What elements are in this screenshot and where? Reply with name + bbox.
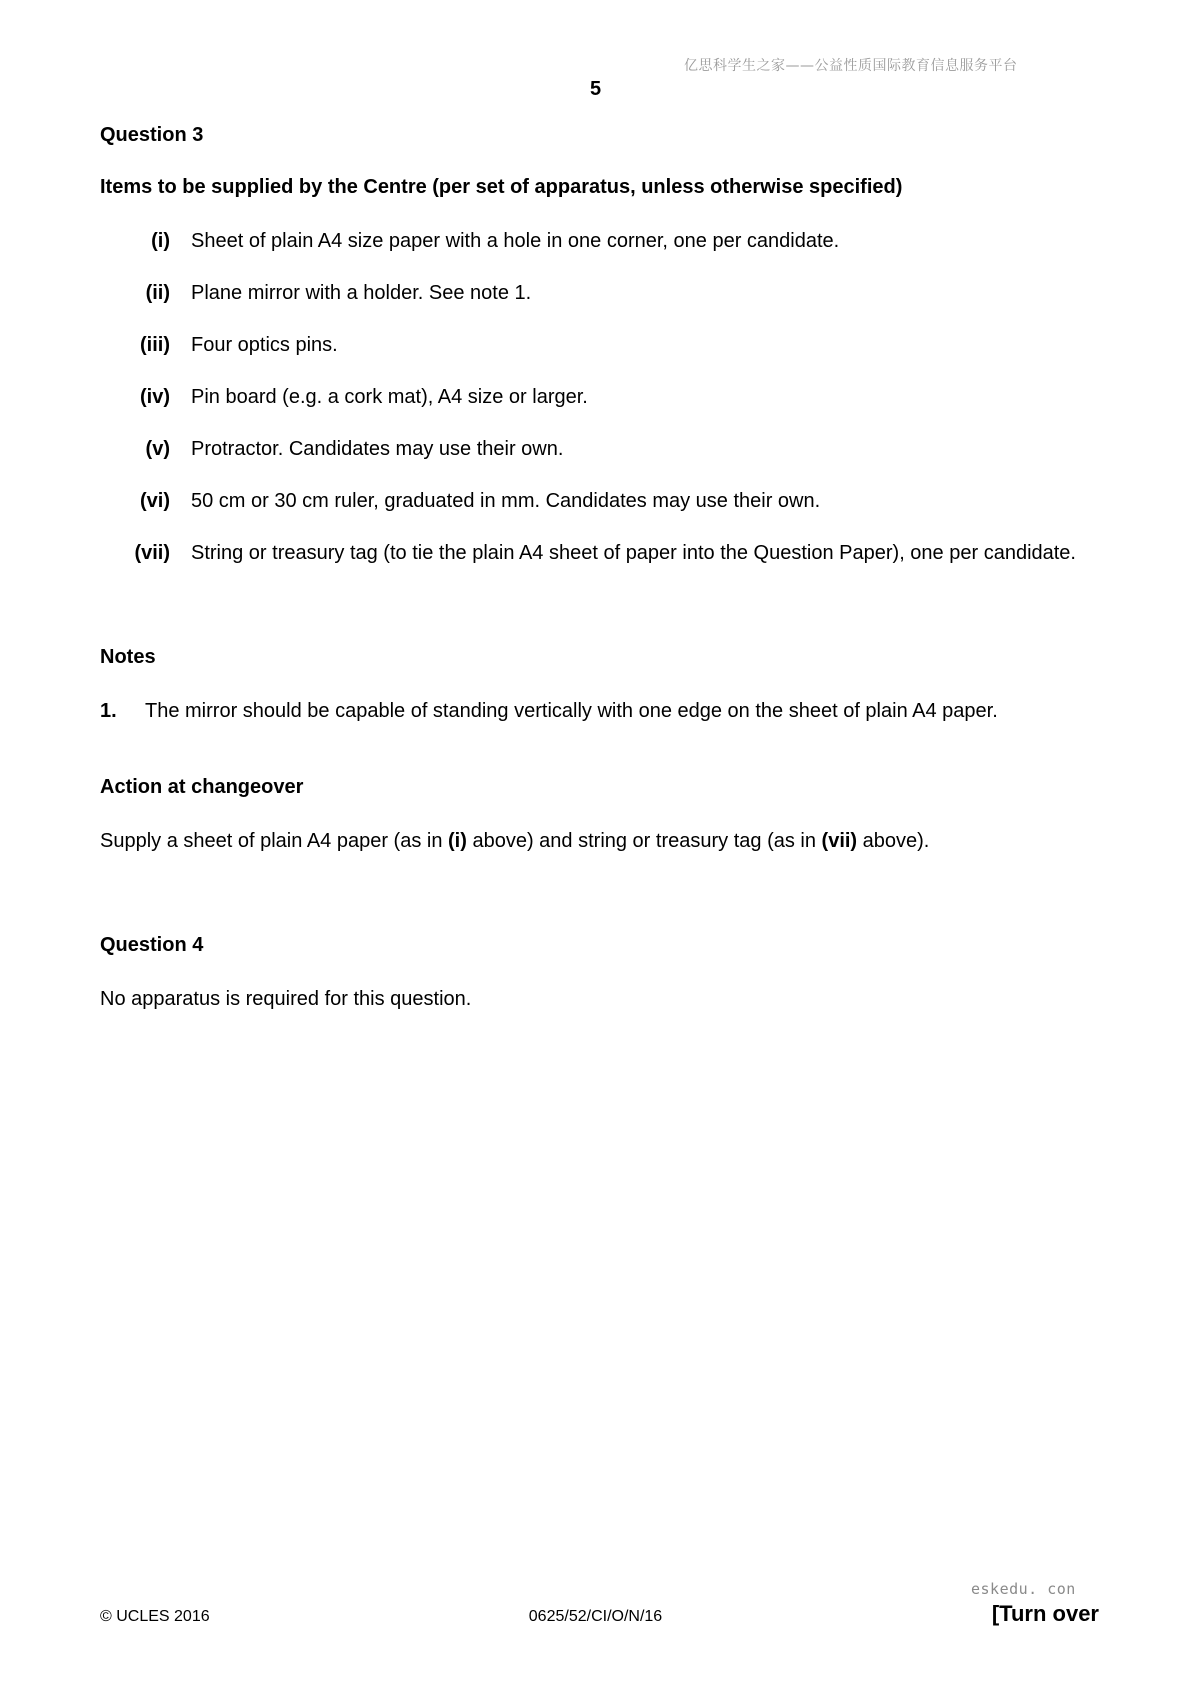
note-text: The mirror should be capable of standing vertically with one edge on the sheet of plain A4 paper.: [145, 700, 998, 722]
item-text: 50 cm or 30 cm ruler, graduated in mm. Candidates may use their own.: [191, 490, 821, 512]
item-number: (v): [145, 438, 170, 460]
notes-title: Notes: [100, 646, 156, 668]
item-text: Four optics pins.: [191, 334, 338, 356]
question-3-subtitle: Items to be supplied by the Centre (per set of apparatus, unless otherwise specified): [100, 176, 903, 198]
page-number: 5: [589, 78, 602, 100]
item-text: String or treasury tag (to tie the plain A4 sheet of paper into the Question Paper), one per candidate.: [191, 542, 1076, 564]
action-text-part: above).: [857, 830, 930, 852]
turn-over: [Turn over: [991, 1601, 1099, 1626]
action-title: Action at changeover: [100, 776, 304, 798]
action-text-part: above) and string or treasury tag (as in: [466, 830, 822, 852]
item-number: (vii): [134, 542, 170, 564]
question-3-title: Question 3: [100, 124, 204, 146]
copyright: © UCLES 2016: [100, 1608, 210, 1625]
question-4-title: Question 4: [100, 934, 204, 956]
watermark-header: 亿思科学生之家——公益性质国际教育信息服务平台: [684, 58, 1018, 74]
item-text: Sheet of plain A4 size paper with a hole in one corner, one per candidate.: [191, 230, 840, 252]
action-ref-i: (i): [448, 830, 467, 852]
item-number: (iii): [140, 334, 170, 356]
item-text: Pin board (e.g. a cork mat), A4 size or larger.: [191, 386, 588, 408]
item-number: (vi): [140, 490, 170, 512]
paper-code: 0625/52/CI/O/N/16: [528, 1608, 663, 1625]
item-text: Protractor. Candidates may use their own.: [191, 438, 564, 460]
watermark-footer: eskedu. con: [971, 1580, 1076, 1598]
item-number: (i): [151, 230, 170, 252]
item-number: (iv): [140, 386, 170, 408]
item-number: (ii): [145, 282, 170, 304]
note-number: 1.: [100, 700, 117, 722]
action-text: [100, 828, 929, 854]
action-ref-vii: (vii): [821, 830, 858, 852]
question-4-text: No apparatus is required for this question.: [100, 988, 472, 1010]
list-item: [100, 540, 1100, 596]
action-text-part: Supply a sheet of plain A4 paper (as in: [100, 830, 449, 852]
item-text: Plane mirror with a holder. See note 1.: [191, 282, 532, 304]
